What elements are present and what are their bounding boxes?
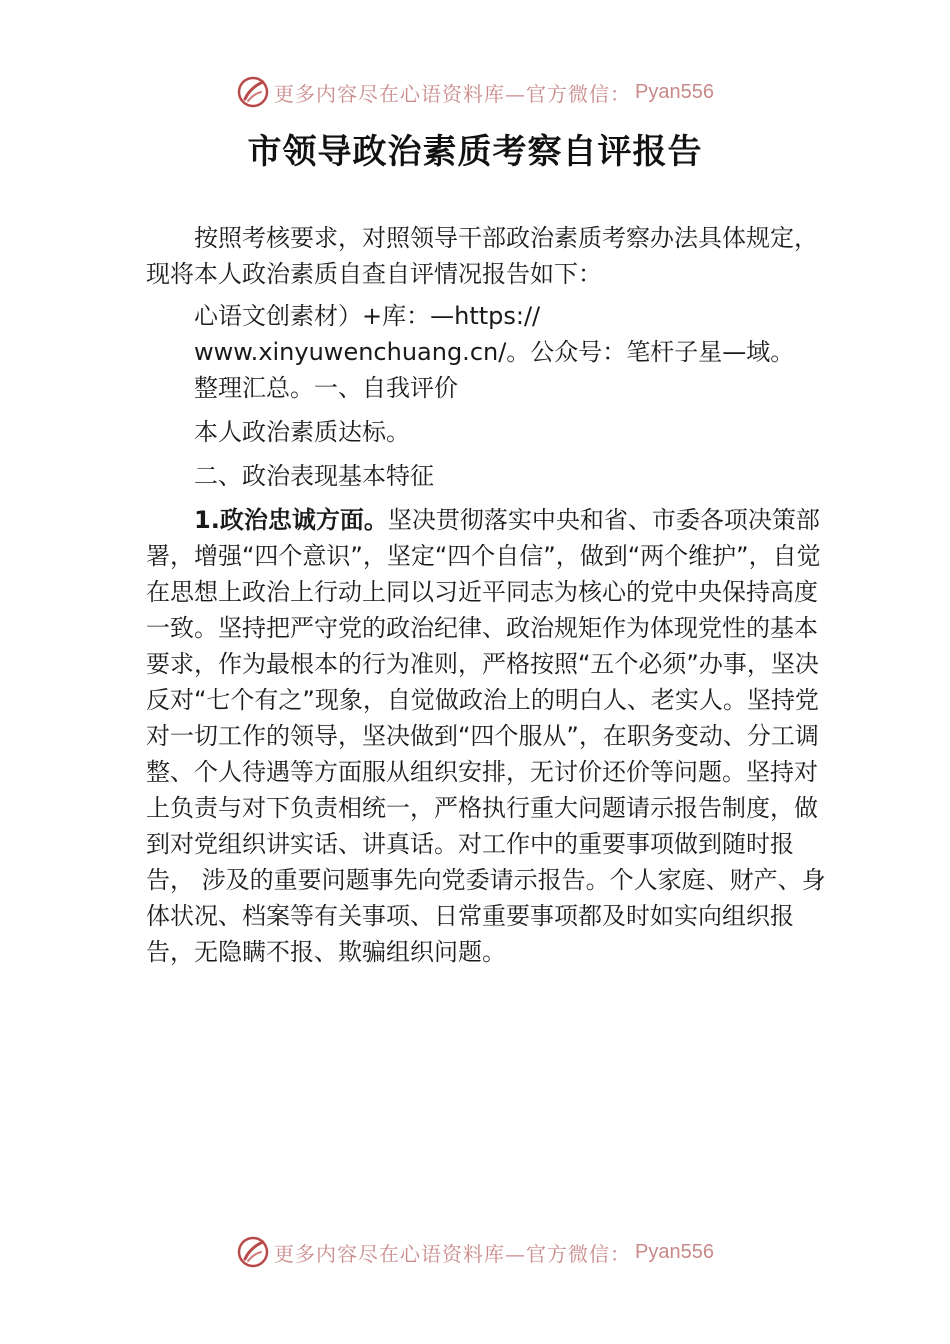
source-line: www.xinyuwenchuang.cn/。公众号：笔杆子星—域。: [194, 338, 795, 366]
watermark-text: 更多内容尽在心语资料库—官方微信：: [274, 81, 632, 106]
item-heading: 1.政治忠诚方面。: [194, 506, 388, 534]
document-title: 市领导政治素质考察自评报告: [247, 132, 703, 172]
brush-logo-icon: [236, 1235, 270, 1269]
watermark-wechat-id: Pyan556: [635, 80, 714, 103]
watermark-text: 更多内容尽在心语资料库—官方微信：: [274, 1241, 632, 1266]
intro-paragraph: 按照考核要求，对照领导干部政治素质考察办法具体规定，现将本人政治素质自查自评情况报告如下：: [146, 224, 818, 288]
section-heading: 整理汇总。一、自我评价: [194, 374, 458, 402]
header-watermark: [0, 72, 950, 112]
brush-logo-icon: [236, 75, 270, 109]
item-body: 坚决贯彻落实中央和省、市委各项决策部署，增强“四个意识”，坚定“四个自信”，做到“两个维护”，自觉在思想上政治上行动上同以习近平同志为核心的党中央保持高度一致。坚持把严守党的政治纪律、政治规矩作为体现党性的基本要求，作为最根本的行为准则，严格按照“五个必须”办事，坚决反对“七个有之”现象，自觉做政治上的明白人、老实人。坚持党对一切工作的领导，坚决做到“四个服从”，在职务变动、分工调整、个人待遇等方面服从组织安排，无讨价还价等问题。坚持对上负责与对下负责相统一，严格执行重大问题请示报告制度，做到对党组织讲实话、讲真话。对工作中的重要事项做到随时报告， 涉及的重要问题事先向党委请示报告。个人家庭、财产、身体状况、档案等有关事项、日常重要事项都及时如实向组织报告，无隐瞒不报、欺骗组织问题。: [146, 506, 826, 966]
watermark-wechat-id: Pyan556: [635, 1240, 714, 1263]
source-line: 心语文创素材）+库：—https://: [194, 302, 541, 330]
self-evaluation-text: 本人政治素质达标。: [194, 418, 410, 446]
section-heading: 二、政治表现基本特征: [194, 462, 434, 490]
item-paragraph: [146, 502, 826, 970]
document-body: [146, 220, 826, 970]
footer-watermark: [0, 1232, 950, 1272]
